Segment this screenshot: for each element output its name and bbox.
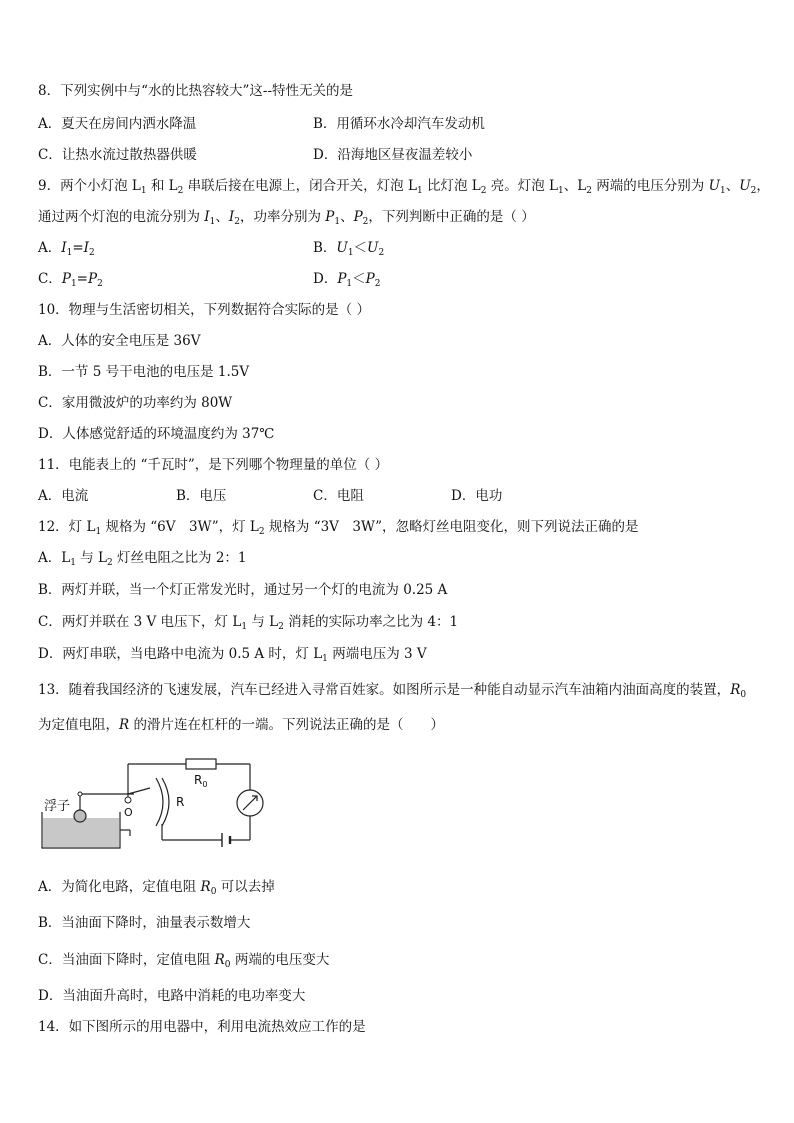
q12-option-c: C．两灯并联在 3 V 电压下，灯 $L_1$ 与 $L_2$ 消耗的实际功率之比为 4：1 — [38, 614, 459, 632]
q12-option-a: A．$L_1$ 与 $L_2$ 灯丝电阻之比为 2：1 — [38, 550, 247, 568]
q12-option-d: D．两灯串联，当电路中电流为 0.5 A 时，灯 $L_1$ 两端电压为 3 V — [38, 646, 427, 664]
q8-option-b: B．用循环水冷却汽车发动机 — [313, 116, 485, 132]
q13-option-c: C．当油面下降时，定值电阻 $R_0$ 两端的电压变大 — [38, 952, 330, 970]
float-label: 浮子 — [44, 799, 71, 814]
q11-option-b: B．电压 — [176, 488, 227, 504]
q13-option-a: A．为简化电路，定值电阻 $R_0$ 可以去掉 — [38, 879, 275, 897]
q11-stem: 11．电能表上的 “千瓦时”，是下列哪个物理量的单位（ ） — [38, 457, 389, 473]
q9-option-c: C．$P_1=P_2$ — [38, 271, 103, 289]
q10-option-c: C．家用微波炉的功率约为 80W — [38, 395, 233, 411]
q9-option-d: D．$P_1<P_2$ — [313, 271, 381, 289]
q8-stem: 8．下列实例中与“水的比热容较大”这--特性无关的是 — [38, 83, 354, 99]
q11-option-d: D．电功 — [451, 488, 503, 504]
q11-option-c: C．电阻 — [313, 488, 364, 504]
q9-option-b: B．$U_1<U_2$ — [313, 240, 385, 258]
q10-stem: 10．物理与生活密切相关，下列数据符合实际的是（ ） — [38, 302, 370, 318]
q8-option-a: A．夏天在房间内洒水降温 — [38, 116, 197, 132]
q13-stem-line2: 为定值电阻，R 的滑片连在杠杆的一端。下列说法正确的是（ ） — [38, 717, 444, 733]
r0-label: $R_0$ — [194, 773, 208, 789]
q12-option-b: B．两灯并联，当一个灯正常发光时，通过另一个灯的电流为 0.25 A — [38, 582, 448, 598]
q11-option-a: A．电流 — [38, 488, 89, 504]
pivot-label: O — [124, 806, 133, 819]
q14-stem: 14．如下图所示的用电器中，利用电流热效应工作的是 — [38, 1019, 366, 1035]
q10-option-d: D．人体感觉舒适的环境温度约为 37℃ — [38, 426, 275, 442]
q9-stem-line2: 通过两个灯泡的电流分别为 $I_1$、$I_2$，功率分别为 $P_1$、$P_2$，下列判断中正确的是（ ） — [38, 209, 535, 227]
q9-stem-line1: 9．两个小灯泡 $L_1$ 和 $L_2$ 串联后接在电源上，闭合开关，灯泡 $L_1$ 比灯泡 $L_2$ 亮。灯泡 $L_1$、$L_2$ 两端的电压分别为 $U_1$、$U_2$， — [38, 178, 770, 196]
q13-option-b: B．当油面下降时，油量表示数增大 — [38, 915, 251, 931]
q10-option-b: B．一节 5 号干电池的电压是 1.5V — [38, 364, 250, 380]
q13-option-d: D．当油面升高时，电路中消耗的电功率变大 — [38, 988, 306, 1004]
r-label: R — [176, 795, 185, 809]
q8-option-c: C．让热水流过散热器供暖 — [38, 147, 197, 163]
q8-option-d: D．沿海地区昼夜温差较小 — [313, 147, 473, 163]
oil-gauge-circuit-diagram — [38, 752, 278, 862]
q12-stem: 12．灯 $L_1$ 规格为 “6V 3W”，灯 $L_2$ 规格为 “3V 3W”，忽略灯丝电阻变化，则下列说法正确的是 — [38, 519, 639, 537]
q10-option-a: A．人体的安全电压是 36V — [38, 333, 201, 349]
q13-stem-line1: 13．随着我国经济的飞速发展，汽车已经进入寻常百姓家。如图所示是一种能自动显示汽车油箱内油面高度的装置，$R_0$ — [38, 682, 747, 700]
q9-option-a: A．$I_1=I_2$ — [38, 240, 95, 258]
